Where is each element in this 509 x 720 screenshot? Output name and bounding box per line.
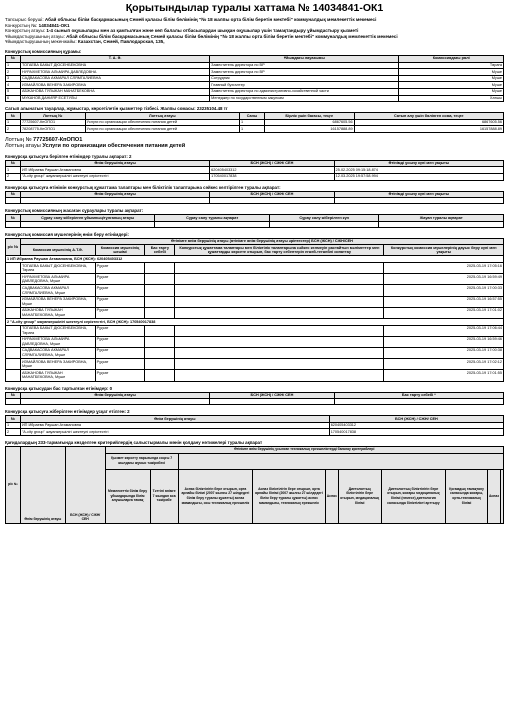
table-row: АБЖАНОВА ГУЛЬЖАН МАНАТБЕКОВНА, Мүше Рұқсат 2025-03-19 17:01:02 — [6, 307, 504, 318]
criteria-table: р/с № Өнім берушінің атауы БСН (ЖСН) / СЖН/ СЕН Өтінімге өнім берушінің ұсынған техникалық ерекшеліктерді бағалау критерийлері Қызмет көрсету нарығында соңғы 7 жылдағы жұмыс тәжірибесі Мемлекеттік білім беру ұйымдарында білім алушыларға тамақ Тәттілі өнімге 7 жылдан аса тәжірибе Аспаз біліктілігін бере отырып, орта арнайы білімі (2007 жылғы 27 шілдедегі білім беру туралы құжатты) аспаз мамандығы, осы техникалық ерекшелік Аспаз біліктілігін бере отырып, орта арнайы білімі (2007 жылғы 27 шілдедегі білім беру туралы құжатты) аспаз мамандығы, техникалық ерекшелік Аспаз Диетологтың біліктілігін бере отырып, медициналық білімі Диетологтың біліктілігін бере отырып, жоғары медициналық білімі (немесе) диетология саласында біліктілікті арттыру Қоғамдық тамақтану саласында жоғары, орта-техникалық білімі Аспаз — [5, 446, 504, 524]
withdrawn-table: № Өнім берушінің атауы БСН (ЖСН) / СЖН/ СЕН Өтінімді ұсыну күні мен уақыты — [5, 191, 504, 205]
applicants-title: Конкурсқа қатысуға берілген өтінімдер туралы ақпарат: 2 — [5, 153, 132, 159]
table-row: ИЗМАЙЛОВА ВЕНЕРА ЗАКИРОВНА, Мүше Рұқсат 2025-03-19 17:02:12 — [6, 359, 504, 370]
admitted-title: Конкурсқа қатысуға жіберілген өтінімдер ұсқат етілген: 2 — [5, 409, 130, 415]
lot-info — [5, 137, 504, 150]
table-row: 2 "A-city group" жауапкершілігі шектеулі серіктестігі 170540017838 12.03.2025 19:57:58.994 — [6, 173, 504, 180]
admitted-table: № Өнім берушінің атауы БСН (ЖСН) / СЖН/ СЕН 1 ИП Ибраева Раушан Атамановна 620405403312 2 "A-city group" жауапкершілігі шектеулі серіктестігі 170540017838 — [5, 415, 504, 436]
table-row: 3 САДВАКАСОВА АКМАРАЛ СЛЯМГАЛИЕВНА Сотрудник Мүше — [7, 76, 502, 81]
table-row: 1 ИП Ибраева Раушан Атамановна 620405403312 25.02.2025 09:15:18.874 — [6, 167, 504, 174]
col-number: № — [6, 55, 21, 62]
table-row: САДВАКАСОВА АКМАРАЛ СЛЯМГАЛИЕВНА, Мүше Рұқсат 2025-03-19 17:00:38 — [6, 347, 504, 358]
col-role: Комиссиядағы рөлі — [399, 55, 504, 62]
table-row: 1 ИП Ибраева Раушан Атамановна 620405403312 — [6, 422, 504, 429]
header-contest-number: Конкурстың №: 14034841-ОК1 — [5, 22, 70, 28]
applicants-table: № Өнім берушінің атауы БСН (ЖСН) / СЖН/ СЕН Өтінімді ұсыну күні мен уақыты 1 ИП Ибраева Раушан Атамановна 620405403312 25.02.2025 09:15:18.874 2 "A-city group" жауапкершілігі шектеулі серіктестігі 170540017838 12.03.2025 19:57:58.994 — [5, 160, 504, 181]
table-row: 6 МУКАНОВ ДАНИЯР ЕСЕТУЛЫ Менеджер по государственным закупкам Хатшы — [7, 96, 502, 101]
header-contest-name: Конкурстың атауы: 1-4 сынып оқушылары мен аз қамтылған және көп балалы отбасылардан шыққан оқушылар үшін тамақтандыру ұйымдастыру қызметі — [5, 28, 359, 34]
table-row: 2 НУРАХМЕТОВА АЛЬМИРА ДАВЛЕДОВНА Заместитель директора по ВР Мүше — [7, 69, 502, 74]
table-row: 1 77725607-КпОПО1 Услуги по организации обеспечения питания детей 1 6867605.56 6867605.56 — [7, 120, 502, 125]
table-row: НУРАХМЕТОВА АЛЬМИРА ДАВЛЕДОВНА, Мүше Рұқсат 2025-03-19 16:59:49 — [6, 274, 504, 285]
table-row: ИЗМАЙЛОВА ВЕНЕРА ЗАКИРОВНА, Мүше Рұқсат 2025-03-19 16:57:55 — [6, 296, 504, 307]
header-organizer: Ұйымдастырушының атауы: Абай облысы білім басқармасының Семей қаласы білім бөлімінің "№ 18 жалпы орта білім беретін мектебі" коммуналдық мемлекеттік мекемесі — [5, 33, 398, 39]
group-header: 1 ИП Ибраева Раушан Атамановна, БСН (ЖСН): 620405403312 — [6, 256, 504, 263]
compliance-title: Конкурстық комиссия мүшелерінің өнім беру өтінімдері: — [5, 231, 129, 237]
commission-table — [5, 55, 504, 102]
col-position: Ұйымдағы лауазымы — [210, 55, 399, 62]
lots-summary-table: № Лоттың № Лоттың атауы Саны Бірлік үшін бағасы, теңге Сатып алу үшін бөлінген сома, теңге 1 77725607-КпОПО1 Услуги по организации обеспечения питания детей 1 6867605.56 6867605.56 2 78208775-КпОПО1 Услуги по организации обеспечения питания детей 1 16157888.89 16157888.89 — [7, 113, 502, 131]
table-row: САДВАКАСОВА АКМАРАЛ СЛЯМГАЛИЕВНА, Мүше Рұқсат 2025-03-19 17:00:33 — [6, 285, 504, 296]
requests-title: Конкурстық комиссияның жасаған сұраулары туралы ақпарат: — [5, 208, 144, 214]
lot-name: Лоттың атауы Услуги по организации обеспечения питания детей — [5, 143, 186, 150]
page-title: Қорытындылар туралы хаттама № 14034841-ОК1 — [125, 2, 384, 14]
lots-summary-title: Сатып алынатын тауарлар, жұмыстар, көрсетілетін қызметтер тізбесі. Жалпы сомасы: 23235104.48 тг — [5, 106, 228, 112]
lot-number: Лоттың № 77725607-КпОПО1 — [5, 136, 83, 143]
group-header: 2 "A-city group" жауапкершілігі шектеулі серіктестігі, БСН (ЖСН): 170540017838 — [6, 319, 504, 326]
table-row: 4 ИЗМАЙЛОВА ВЕНЕРА ЗАКИРОВНА Главный бухгалтер Мүше — [7, 82, 502, 87]
compliance-table: р/с № Өтінімге өнім берушінің атауы (өтінімге өнім берушінің атауы әріптестер) БСН (ЖСН) / СЖН/СЕН Комиссия мүшесінің А.Т.Ә. Комиссия мүшесінің шешімі Бас тарту себебі Конкурстық құжаттама талаптары мен біліктілік талаптарына сәйкес келмеуін растайтын мәліметтер мен құжаттарды көрсете отырып, бас тарту себептерін егжей-тегжейлі сипаттау Конкурстық комиссия мүшелерінің дауыс беру күні мен уақыты 1 ИП Ибраева Раушан Атамановна, БСН (ЖСН): 620405403312 ТОГАЕВА БАКЫТ ДЮСЕНБЕКОВНА, Төраға Рұқсат 2025-03-19 17:05:16 НУРАХМЕТОВА АЛЬМИРА ДАВЛЕДОВНА, Мүше Рұқсат 2025-03-19 16:59:49 САДВАКАСОВА АКМАРАЛ СЛЯМГАЛИЕВНА, Мүше Рұқсат 2025-03-19 17:00:33 ИЗМАЙЛОВА ВЕНЕРА ЗАКИРОВНА, Мүше Рұқсат 2025-03-19 16:57:55 АБЖАНОВА ГУЛЬЖАН МАНАТБЕКОВНА, Мүше Рұқсат 2025-03-19 17:01:02 2 "A-city group" жауапкершілігі шектеулі серіктестігі, БСН (ЖСН): 170540017838 ТОГАЕВА БАКЫТ ДЮСЕНБЕКОВНА, Төраға Рұқсат 2025-03-19 17:06:44 НУРАХМЕТОВА АЛЬМИРА ДАВЛЕДОВНА, Мүше Рұқсат 2025-03-19 16:59:46 САДВАКАСОВА АКМАРАЛ СЛЯМГАЛИЕВНА, Мүше Рұқсат 2025-03-19 17:00:38 ИЗМАЙЛОВА ВЕНЕРА ЗАКИРОВНА, Мүше Рұқсат 2025-03-19 17:02:12 АБЖАНОВА ГУЛЬЖАН МАНАТБЕКОВНА, Мүше Рұқсат 2025-03-19 17:01:55 — [7, 239, 502, 380]
criteria-title: Қағидалардың 233-тармағында көзделген критерийлердің салыстырмалы мәнін қолдану нәтижелері туралы ақпарат — [5, 439, 263, 445]
table-row: НУРАХМЕТОВА АЛЬМИРА ДАВЛЕДОВНА, Мүше Рұқсат 2025-03-19 16:59:46 — [6, 336, 504, 347]
rejected-table: № Өнім берушінің атауы БСН (ЖСН) / СЖН/ СЕН Бас тарту себебі * — [5, 392, 504, 406]
table-row: 1 ТОГАЕВА БАКЫТ ДЮСЕНБЕКОВНА Заместитель директора по ВР Төраға — [7, 63, 502, 68]
header-organizer-address: Ұйымдастырушының мекенжайы: Казахстан, Семей, Павлодарская, 135, — [5, 39, 165, 45]
table-row: 2 78208775-КпОПО1 Услуги по организации обеспечения питания детей 1 16157888.89 16157888.89 — [7, 126, 502, 131]
table-row: 5 АБЖАНОВА ГУЛЬЖАН МАНАТБЕКОВНА Заместитель директора по административно-хозяйственной части Мүше — [7, 89, 502, 94]
header-customer: Тапсырыс беруші: Абай облысы білім басқармасының Семей қаласы білім бөлімінің "№ 18 жалпы орта білім беретін мектебі" коммуналдық мемлекеттік мекемесі — [5, 17, 377, 22]
table-row: 2 "A-city group" жауапкершілігі шектеулі серіктестігі 170540017838 — [6, 429, 504, 436]
table-row: ТОГАЕВА БАКЫТ ДЮСЕНБЕКОВНА, Төраға Рұқсат 2025-03-19 17:05:16 — [6, 263, 504, 274]
requests-table: № Сұрау салу жіберілген ұйымның/тұлғаның атауы Сұрау салу туралы ақпарат Сұрау салу жіберілген күн Жауап туралы ақпарат — [5, 214, 504, 228]
commission-title: Конкурстық комиссияның құрамы: — [5, 48, 82, 54]
withdrawn-title: Конкурсқа қатысуға өтінімін конкурстық құжаттама талаптары мен біліктілік талаптарына сәйкес келтірілген туралы ақпарат: — [5, 184, 281, 190]
table-row: ТОГАЕВА БАКЫТ ДЮСЕНБЕКОВНА, Төраға Рұқсат 2025-03-19 17:06:44 — [6, 325, 504, 336]
col-fio: Т. А. Ә. — [20, 55, 209, 62]
rejected-title: Конкурсқа қатысудан бас тартылған өтінімдер: 0 — [5, 385, 113, 391]
table-row: АБЖАНОВА ГУЛЬЖАН МАНАТБЕКОВНА, Мүше Рұқсат 2025-03-19 17:01:55 — [6, 370, 504, 381]
header-info — [5, 17, 504, 45]
